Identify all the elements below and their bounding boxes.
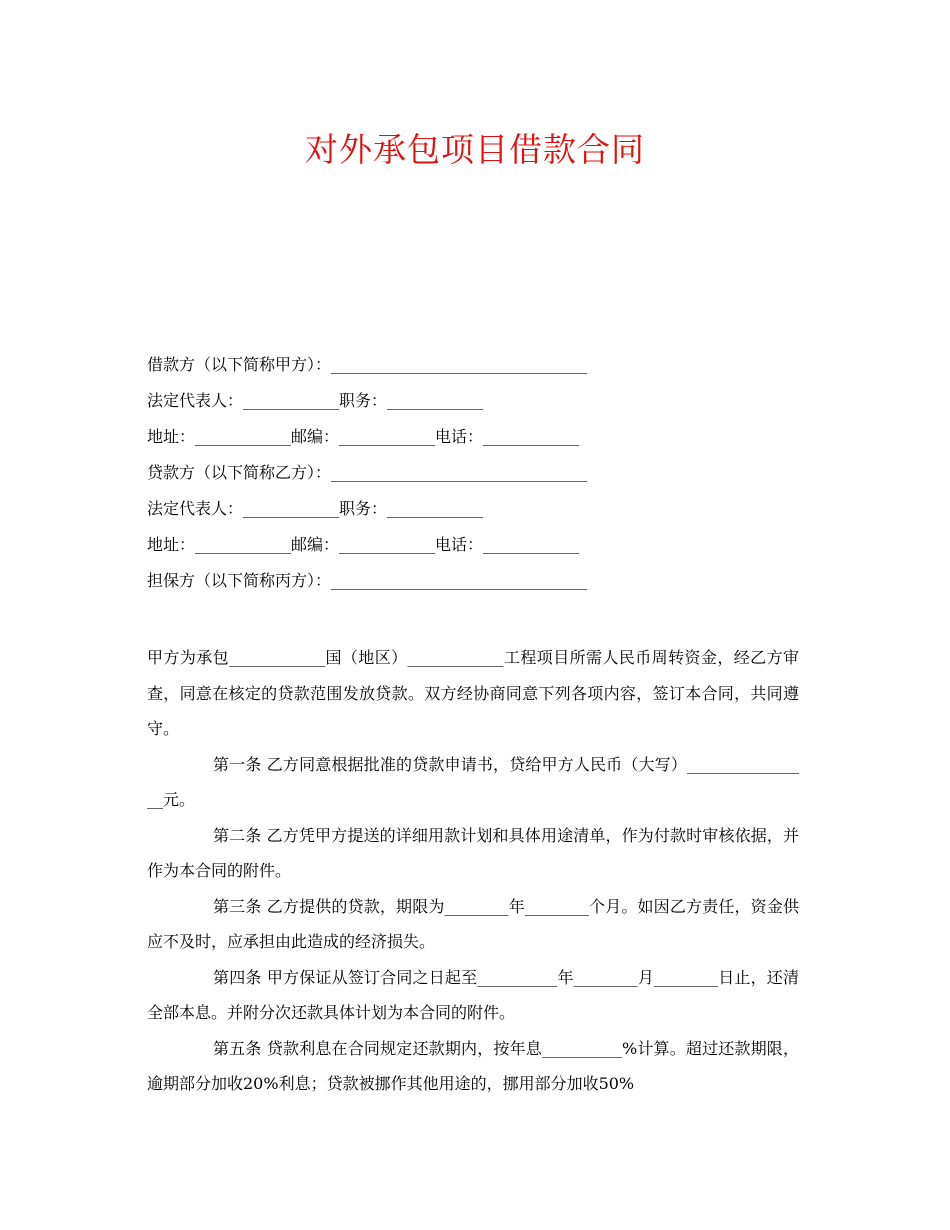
- article-5-paragraph: 第五条 贷款利息在合同规定还款期内，按年息__________%计算。超过还款期限，逾期部分加收20%利息；贷款被挪作其他用途的，挪用部分加收50%: [147, 1038, 799, 1093]
- article-4-paragraph: 第四条 甲方保证从签订合同之日起至__________年________月________日止，还清全部本息。并附分次还款具体计划为本合同的附件。: [147, 967, 799, 1022]
- party-line-guarantor: 担保方（以下简称丙方）：________________________________: [147, 571, 588, 590]
- party-line-borrower-representative: 法定代表人：____________职务：____________: [147, 391, 484, 410]
- document-title: 对外承包项目借款合同: [305, 130, 645, 169]
- party-line-lender: 贷款方（以下简称乙方）：________________________________: [147, 463, 588, 482]
- parties-section: [147, 351, 807, 603]
- article-1-paragraph: 第一条 乙方同意根据批准的贷款申请书，贷给甲方人民币（大写）________________元。: [147, 754, 799, 809]
- preamble-paragraph: 甲方为承包____________国（地区）____________工程项目所需人民币周转资金，经乙方审查，同意在核定的贷款范围发放贷款。双方经协商同意下列各项内容，签订本合同，共同遵守。: [147, 648, 799, 738]
- party-line-lender-address: 地址：____________邮编：____________电话：____________: [147, 535, 580, 554]
- party-line-lender-representative: 法定代表人：____________职务：____________: [147, 499, 484, 518]
- article-2-paragraph: 第二条 乙方凭甲方提送的详细用款计划和具体用途清单，作为付款时审核依据，并作为本合同的附件。: [147, 825, 799, 880]
- party-line-borrower-address: 地址：____________邮编：____________电话：____________: [147, 427, 580, 446]
- party-line-borrower: 借款方（以下简称甲方）：________________________________: [147, 355, 588, 374]
- article-3-paragraph: 第三条 乙方提供的贷款，期限为________年________个月。如因乙方责任，资金供应不及时，应承担由此造成的经济损失。: [147, 896, 799, 951]
- contract-body: [147, 640, 799, 1102]
